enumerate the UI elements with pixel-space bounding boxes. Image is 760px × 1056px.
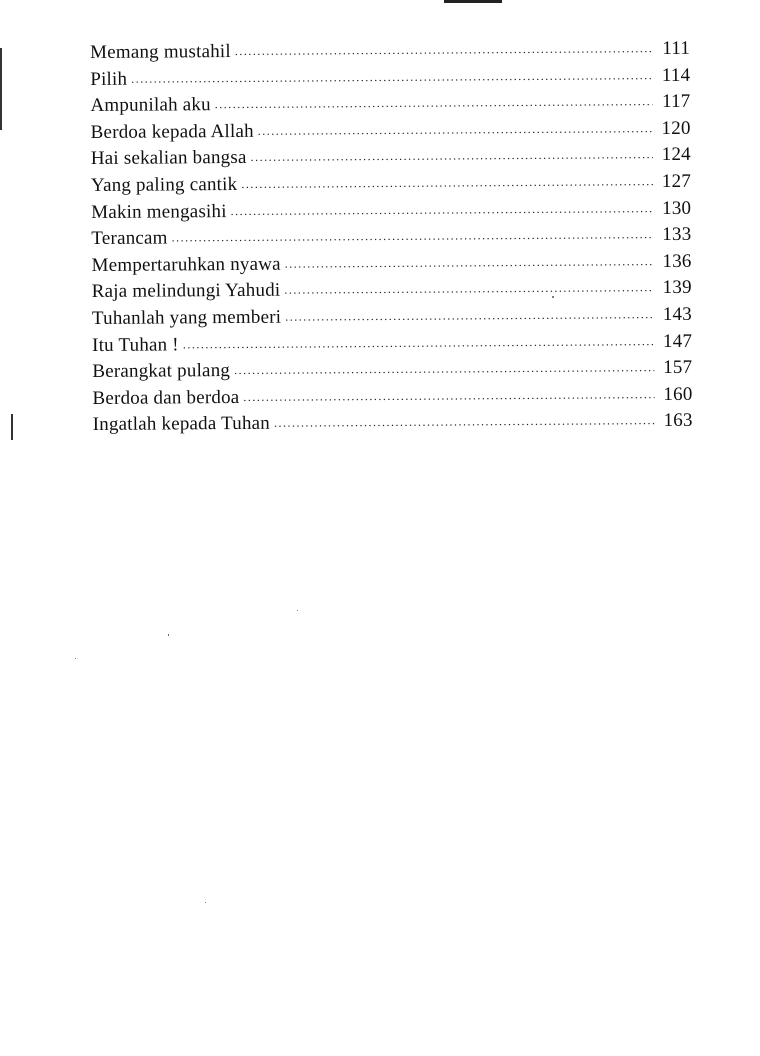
dot-leader <box>234 354 654 384</box>
dot-leader <box>231 195 654 225</box>
toc-entry-page: 111 <box>662 37 691 60</box>
dot-leader <box>285 301 654 330</box>
toc-entry-page: 147 <box>662 330 693 352</box>
toc-entry-title: Berangkat pulang <box>92 360 231 383</box>
toc-entry-page: 163 <box>663 410 693 432</box>
dot-leader <box>285 248 654 277</box>
dot-leader <box>215 88 653 118</box>
toc-entry-page: 139 <box>662 277 692 299</box>
toc-entry-title: Ampunilah aku <box>90 94 211 117</box>
toc-entry-title: Ingatlah kepada Tuhan <box>92 413 271 436</box>
dot-leader <box>284 274 654 303</box>
scan-speck <box>75 658 76 659</box>
toc-entry-title: Memang mustahil <box>90 41 231 63</box>
toc-entry-page: 160 <box>663 383 693 405</box>
toc-entry-page: 120 <box>661 117 691 139</box>
dot-leader <box>241 168 653 197</box>
dot-leader <box>131 62 652 92</box>
scan-speck <box>297 610 298 611</box>
toc-entry-title: Raja melindungi Yahudi <box>91 280 281 303</box>
toc-entry-page: 114 <box>661 64 691 86</box>
dot-leader <box>183 328 655 358</box>
dot-leader <box>258 115 653 144</box>
toc-entry-title: Hai sekalian bangsa <box>90 147 247 170</box>
toc-entry-title: Makin mengasihi <box>91 200 227 223</box>
scan-speck <box>205 902 206 903</box>
toc-entry-title: Berdoa kepada Allah <box>90 120 254 143</box>
dot-leader <box>250 141 652 170</box>
toc-entry-title: Pilih <box>90 68 128 90</box>
toc-entry-title: Terancam <box>91 227 168 250</box>
toc-entry-page: 117 <box>661 90 691 113</box>
toc-entry-page: 136 <box>662 250 692 272</box>
margin-scan-mark <box>11 414 13 440</box>
table-of-contents <box>90 36 693 439</box>
toc-entry-title: Berdoa dan berdoa <box>92 386 240 409</box>
toc-entry-title: Tuhanlah yang memberi <box>91 306 282 329</box>
toc-entry-page: 143 <box>662 303 693 325</box>
dot-leader <box>274 407 655 436</box>
dot-leader <box>243 381 654 410</box>
dot-leader <box>172 221 654 251</box>
toc-entry-page: 133 <box>662 223 692 246</box>
toc-entry-page: 124 <box>661 144 691 166</box>
toc-entry-title: Itu Tuhan ! <box>92 333 179 356</box>
scan-speck <box>168 634 169 636</box>
margin-scan-mark <box>0 48 2 130</box>
toc-entry-page: 130 <box>662 197 692 219</box>
toc-entry-page: 157 <box>663 356 693 379</box>
top-rule <box>444 0 502 3</box>
toc-entry[interactable] <box>93 408 693 439</box>
toc-entry-page: 127 <box>661 170 692 192</box>
toc-entry-title: Yang paling cantik <box>90 173 238 196</box>
toc-entry-title: Mempertaruhkan nyawa <box>91 253 281 276</box>
dot-leader <box>235 35 652 65</box>
